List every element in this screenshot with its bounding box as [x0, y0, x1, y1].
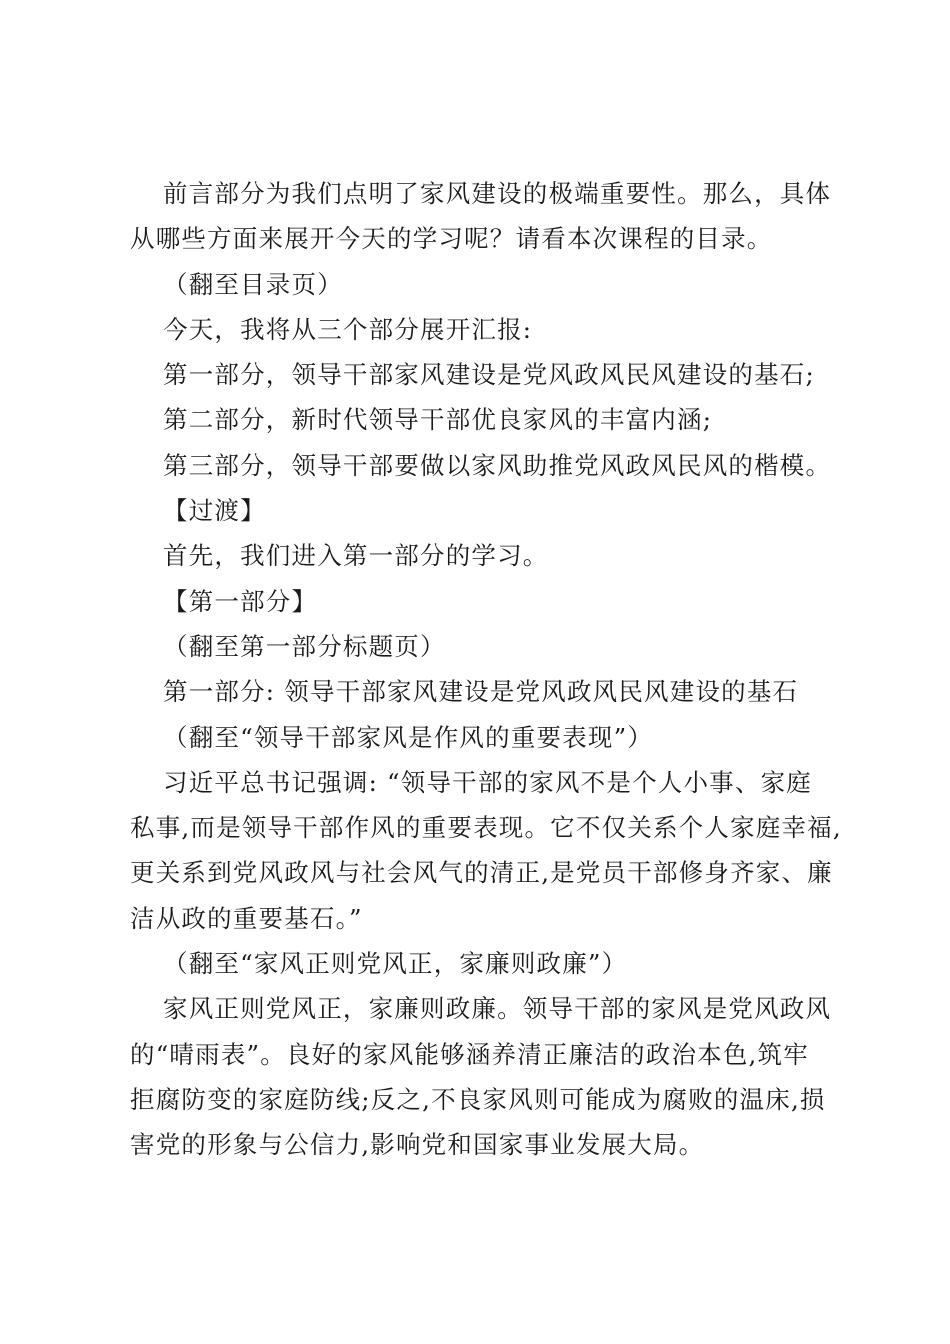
outline-item: 第三部分，领导干部要做以家风助推党风政风民风的楷模。 [163, 450, 832, 480]
paragraph-line: 洁从政的重要基石。” [130, 903, 363, 933]
paragraph-line: 拒腐防变的家庭防线;反之,不良家风则可能成为腐败的温床,损 [130, 1084, 826, 1114]
stage-direction-line: （翻至目录页） [163, 269, 343, 299]
paragraph-line: 更关系到党风政风与社会风气的清正,是党员干部修身齐家、廉 [130, 858, 833, 888]
paragraph-line: 首先，我们进入第一部分的学习。 [163, 541, 549, 571]
paragraph-line: 的“晴雨表”。良好的家风能够涵养清正廉洁的政治本色,筑牢 [130, 1039, 809, 1069]
outline-item: 第一部分，领导干部家风建设是党风政风民风建设的基石; [163, 360, 815, 390]
section-marker: 【第一部分】 [163, 586, 318, 616]
paragraph-line: 前言部分为我们点明了家风建设的极端重要性。那么，具体 [163, 179, 832, 208]
section-marker: 【过渡】 [163, 496, 266, 526]
document-body [130, 171, 842, 1168]
stage-direction-line: （翻至第一部分标题页） [163, 631, 446, 661]
paragraph-line: 害党的形象与公信力,影响党和国家事业发展大局。 [130, 1130, 705, 1160]
paragraph-line: 从哪些方面来展开今天的学习呢？请看本次课程的目录。 [130, 224, 773, 254]
section-heading: 第一部分: 领导干部家风建设是党风政风民风建设的基石 [163, 677, 799, 707]
paragraph-line: 习近平总书记强调: “领导干部的家风不是个人小事、家庭 [163, 767, 812, 797]
outline-item: 第二部分，新时代领导干部优良家风的丰富内涵; [163, 405, 713, 435]
paragraph-line: 家风正则党风正，家廉则政廉。领导干部的家风是党风政风 [163, 994, 832, 1024]
stage-direction-line: （翻至“领导干部家风是作风的重要表现”） [163, 722, 654, 752]
paragraph-line: 今天，我将从三个部分展开汇报: [163, 314, 533, 344]
stage-direction-line: （翻至“家风正则党风正，家廉则政廉”） [163, 949, 628, 979]
paragraph-line: 私事,而是领导干部作风的重要表现。它不仅关系个人家庭幸福, [130, 813, 842, 843]
